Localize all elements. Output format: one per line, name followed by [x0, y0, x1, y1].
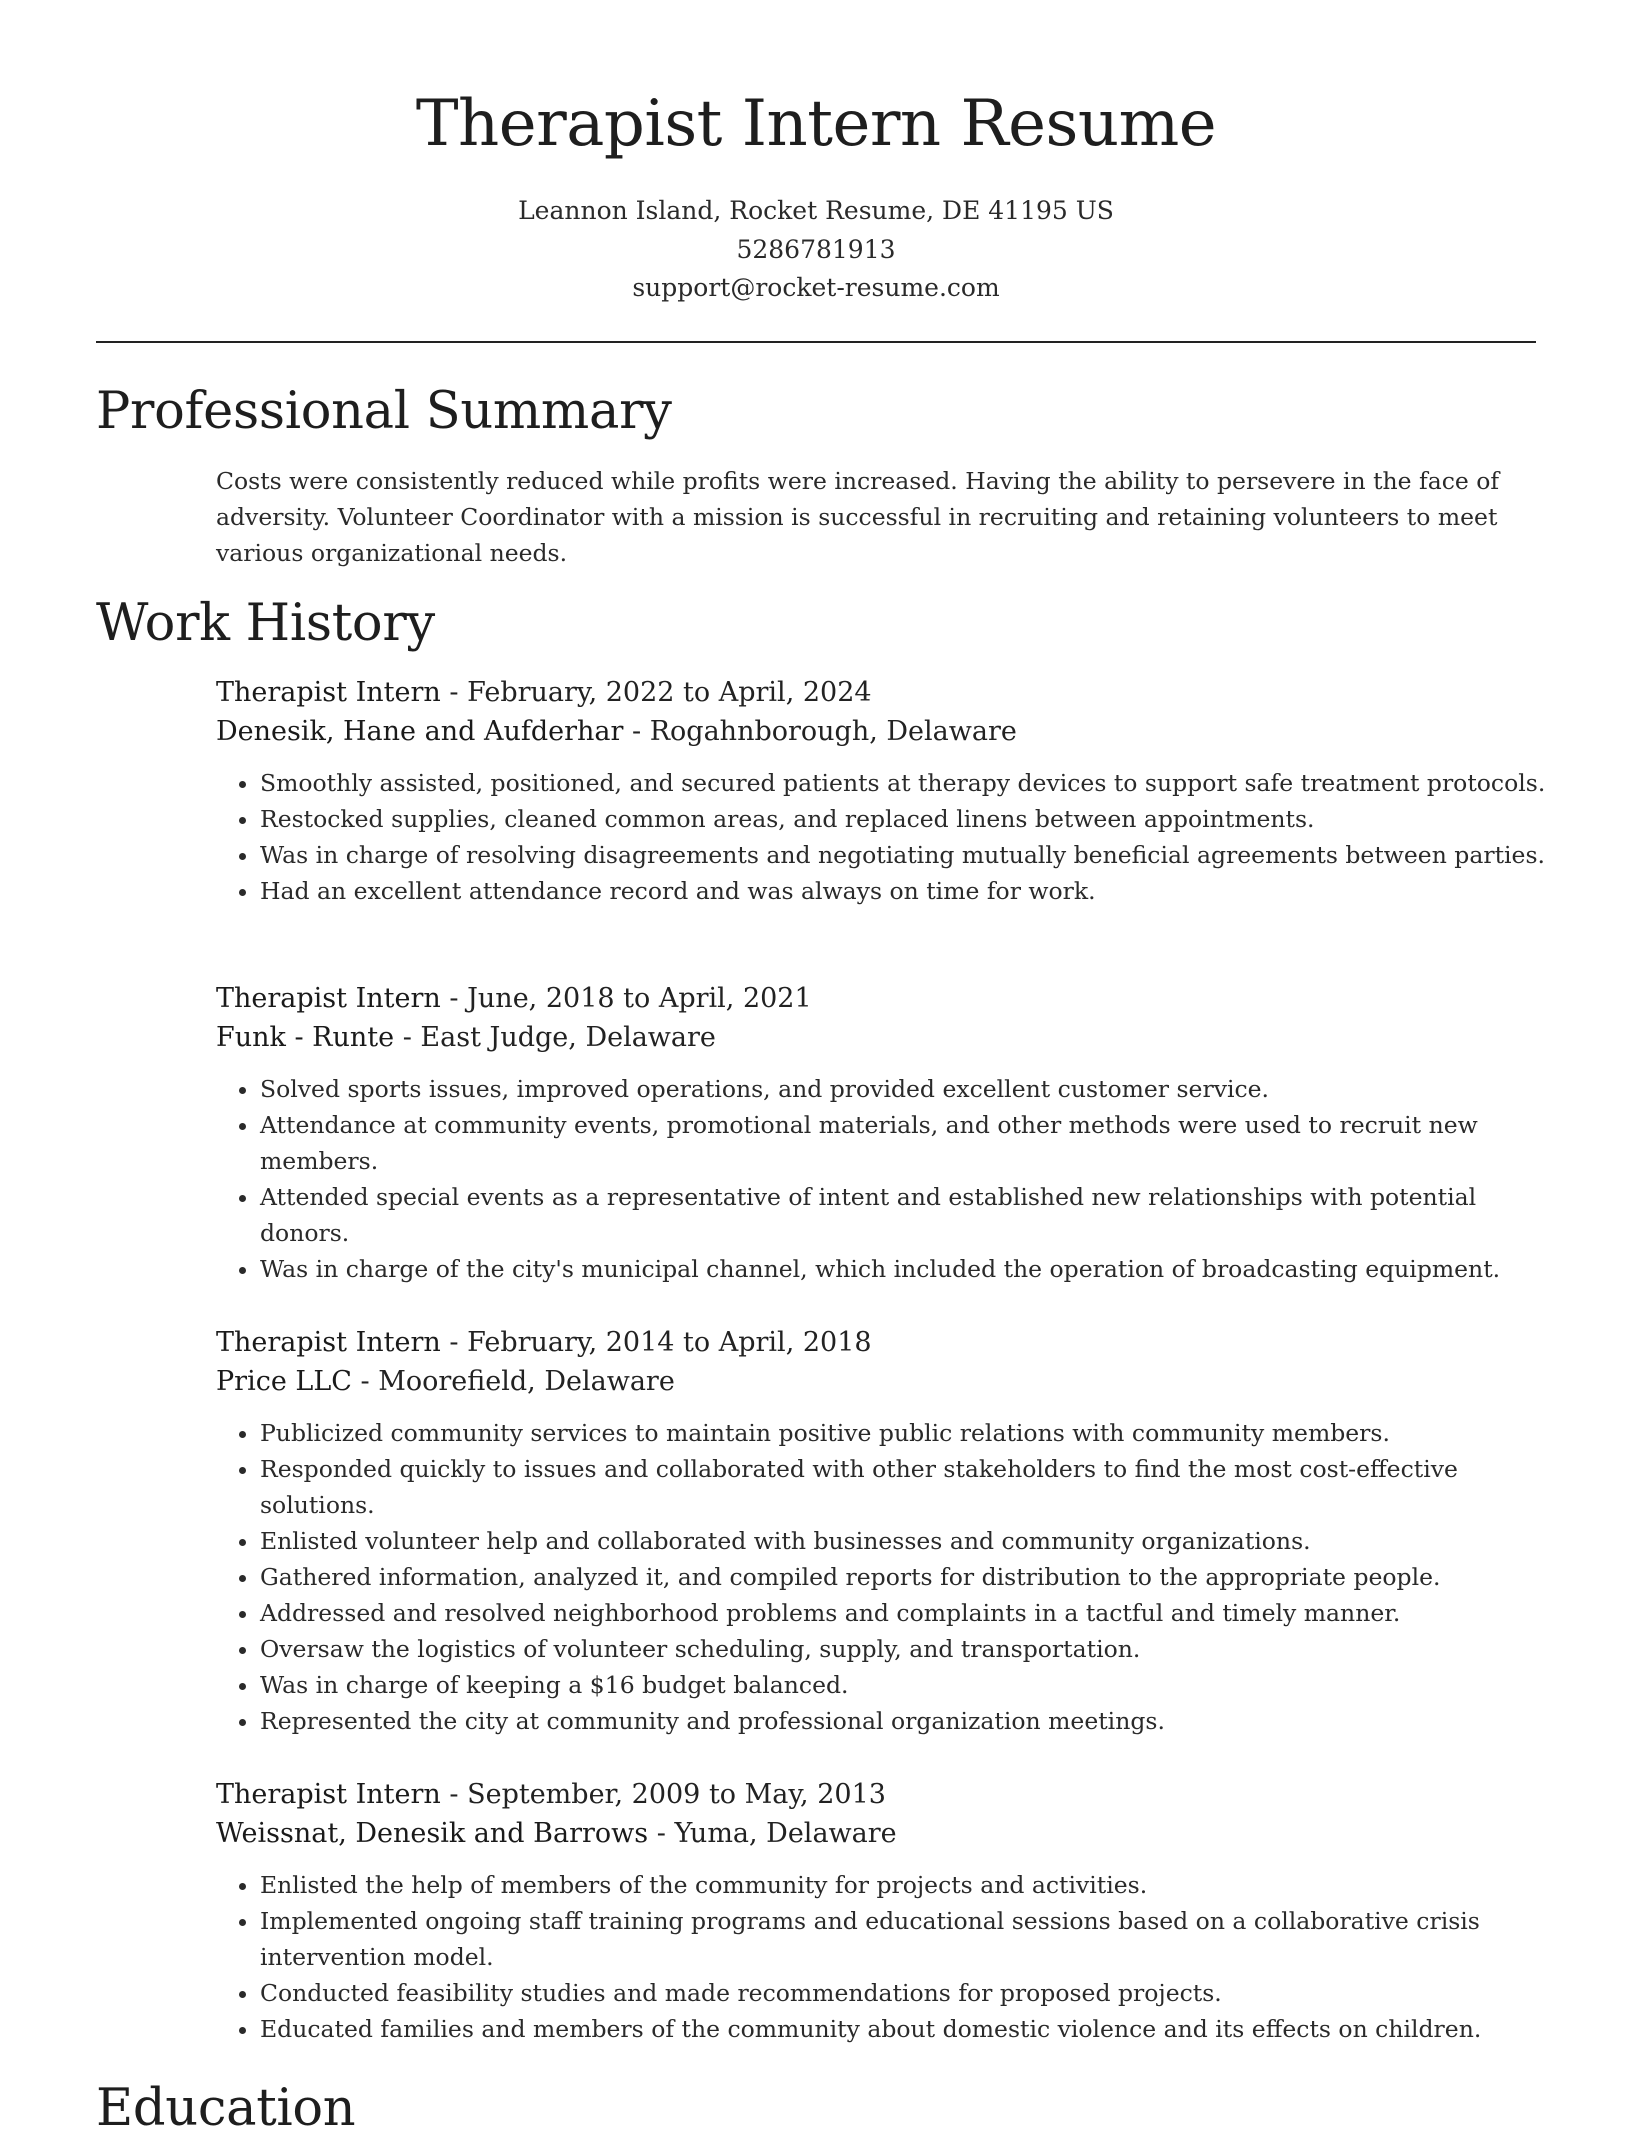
header-divider	[96, 341, 1536, 343]
job-title-line	[216, 1323, 1546, 1362]
job-company: Denesik, Hane and Aufderhar	[216, 716, 624, 747]
job-entry	[216, 673, 1546, 909]
list-item: • Solved sports issues, improved operations, and provided excellent customer service.	[260, 1071, 1546, 1107]
list-item: • Educated families and members of the community about domestic violence and its effects on children.	[260, 2011, 1546, 2047]
list-item: • Was in charge of resolving disagreements and negotiating mutually beneficial agreements between parties.	[260, 837, 1546, 873]
work-history-heading: Work History	[96, 594, 435, 653]
list-item: • Was in charge of keeping a $16 budget balanced.	[260, 1667, 1546, 1703]
separator: -	[449, 1327, 468, 1358]
job-dates: February, 2014 to April, 2018	[467, 1327, 872, 1358]
list-item: • Implemented ongoing staff training programs and educational sessions based on a collaborative crisis intervention model.	[260, 1903, 1546, 1975]
list-item: • Gathered information, analyzed it, and compiled reports for distribution to the appropriate people.	[260, 1559, 1546, 1595]
list-item: • Enlisted volunteer help and collaborated with businesses and community organizations.	[260, 1523, 1546, 1559]
job-bullets	[216, 1867, 1546, 2047]
job-entry	[216, 1775, 1546, 2047]
separator: -	[402, 1022, 421, 1053]
job-title: Therapist Intern	[216, 983, 441, 1014]
contact-block	[0, 192, 1632, 308]
separator: -	[632, 716, 650, 747]
job-company: Price LLC	[216, 1366, 352, 1397]
job-company-line	[216, 1814, 1546, 1853]
job-company-line	[216, 1362, 1546, 1401]
job-bullets	[216, 1071, 1546, 1287]
list-item: • Attendance at community events, promotional materials, and other methods were used to recruit new members.	[260, 1107, 1546, 1179]
list-item: • Had an excellent attendance record and was always on time for work.	[260, 873, 1546, 909]
summary-heading: Professional Summary	[96, 382, 672, 441]
job-location: Yuma, Delaware	[674, 1818, 897, 1849]
separator: -	[656, 1818, 675, 1849]
list-item: • Publicized community services to maintain positive public relations with community members.	[260, 1415, 1546, 1451]
job-title: Therapist Intern	[216, 677, 441, 708]
list-item: • Attended special events as a representative of intent and established new relationships with potential donors.	[260, 1179, 1546, 1251]
contact-email: support@rocket-resume.com	[632, 273, 1000, 302]
list-item: • Responded quickly to issues and collaborated with other stakeholders to find the most cost-effective solutions.	[260, 1451, 1546, 1523]
separator: -	[449, 1779, 468, 1810]
job-company: Weissnat, Denesik and Barrows	[216, 1818, 649, 1849]
job-title-line	[216, 1775, 1546, 1814]
job-dates: September, 2009 to May, 2013	[467, 1779, 886, 1810]
job-dates: February, 2022 to April, 2024	[467, 677, 872, 708]
contact-address: Leannon Island, Rocket Resume, DE 41195 US	[518, 196, 1114, 225]
list-item: • Addressed and resolved neighborhood problems and complaints in a tactful and timely manner.	[260, 1595, 1546, 1631]
job-entry	[216, 1323, 1546, 1739]
contact-phone: 5286781913	[736, 234, 896, 264]
job-company-line	[216, 1018, 1546, 1057]
job-location: East Judge, Delaware	[420, 1022, 716, 1053]
job-bullets	[216, 1415, 1546, 1739]
job-company: Funk - Runte	[216, 1022, 395, 1053]
job-company-line	[216, 712, 1546, 751]
job-title-line	[216, 673, 1546, 712]
education-heading: Education	[96, 2079, 356, 2138]
job-title: Therapist Intern	[216, 1327, 441, 1358]
separator: -	[360, 1366, 379, 1397]
list-item: • Oversaw the logistics of volunteer scheduling, supply, and transportation.	[260, 1631, 1546, 1667]
job-title-line	[216, 979, 1546, 1018]
job-entry	[216, 979, 1546, 1287]
job-location: Rogahnborough, Delaware	[649, 716, 1017, 747]
list-item: • Smoothly assisted, positioned, and secured patients at therapy devices to support safe treatment protocols.	[260, 765, 1546, 801]
job-location: Moorefield, Delaware	[378, 1366, 675, 1397]
resume-title: Therapist Intern Resume	[415, 87, 1217, 161]
list-item: • Enlisted the help of members of the community for projects and activities.	[260, 1867, 1546, 1903]
list-item: • Was in charge of the city's municipal channel, which included the operation of broadcasting equipment.	[260, 1251, 1546, 1287]
separator: -	[449, 677, 468, 708]
job-dates: June, 2018 to April, 2021	[467, 983, 812, 1014]
separator: -	[449, 983, 468, 1014]
job-bullets	[216, 765, 1546, 909]
list-item: • Represented the city at community and professional organization meetings.	[260, 1703, 1546, 1739]
summary-text: Costs were consistently reduced while profits were increased. Having the ability to persevere in the face of adversity. Volunteer Coordinator with a mission is successful in recruiting and retaining volunteers to meet various organizational needs.	[216, 467, 1500, 567]
job-title: Therapist Intern	[216, 1779, 441, 1810]
list-item: • Conducted feasibility studies and made recommendations for proposed projects.	[260, 1975, 1546, 2011]
list-item: • Restocked supplies, cleaned common areas, and replaced linens between appointments.	[260, 801, 1546, 837]
